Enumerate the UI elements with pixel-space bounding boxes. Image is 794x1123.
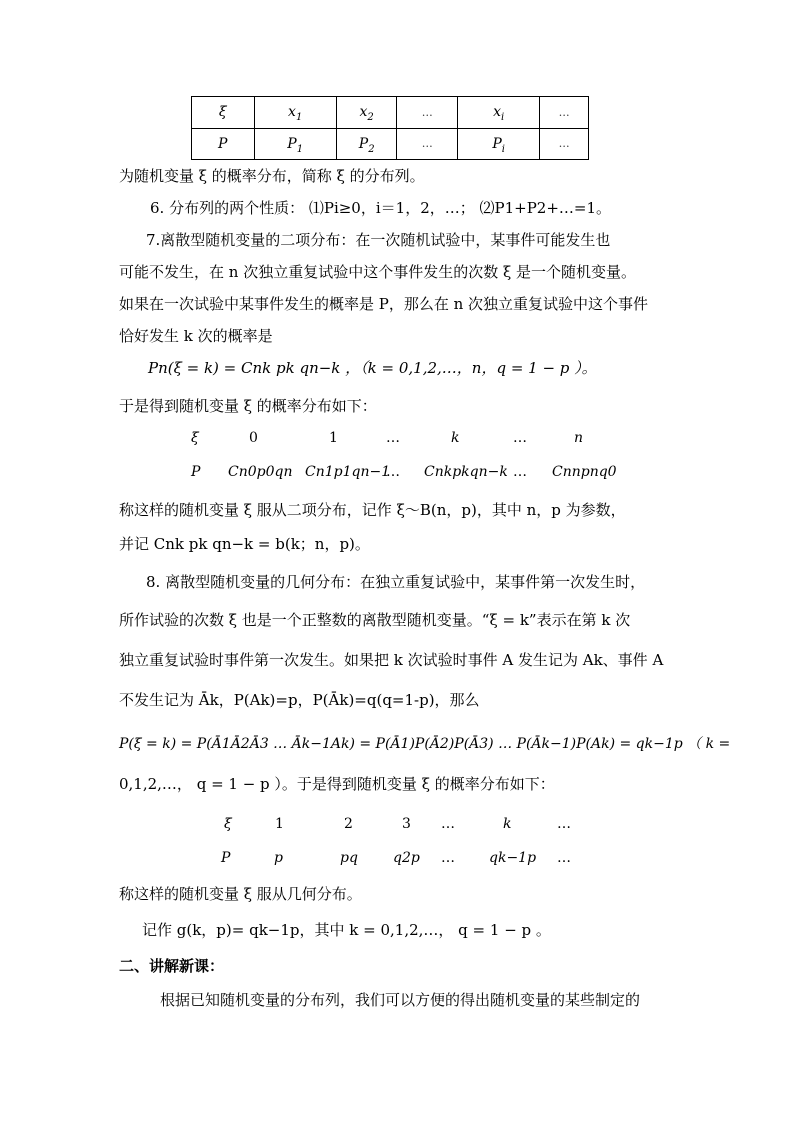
- binom-cell: 0: [249, 430, 258, 446]
- geom-cell: qk−1p: [489, 850, 537, 866]
- binom-cell: n: [574, 430, 584, 446]
- table-row: [192, 97, 589, 129]
- geom-cell: P: [221, 850, 231, 866]
- paragraph-line: 于是得到随机变量 ξ 的概率分布如下：: [119, 397, 377, 415]
- binom-cell: Cn1p1qn−1: [305, 464, 391, 480]
- distribution-table: [191, 96, 589, 160]
- geom-cell: ξ: [224, 816, 232, 832]
- geom-cell: q2p: [393, 850, 420, 866]
- geom-cell: k: [503, 816, 512, 832]
- geom-cell: pq: [340, 850, 358, 866]
- paragraph-line: 并记 Cnk pk qn−k = b(k；n，p)。: [119, 535, 370, 553]
- section-heading: 二、讲解新课：: [119, 957, 225, 975]
- paragraph-line: 6. 分布列的两个性质： ⑴Pi≥0，i＝1，2，…； ⑵P1+P2+…=1。: [150, 199, 612, 217]
- paragraph-line: 不发生记为 Āk，P(Ak)=p，P(Āk)=q(q=1-p)，那么: [119, 691, 480, 709]
- table-cell: ξ: [192, 97, 255, 129]
- binom-cell: ξ: [191, 430, 199, 446]
- binom-cell: 1: [329, 430, 338, 446]
- binom-cell: …: [513, 464, 527, 480]
- geom-cell: 3: [402, 816, 411, 832]
- paragraph-line: 可能不发生，在 n 次独立重复试验中这个事件发生的次数 ξ 是一个随机变量。: [119, 263, 636, 281]
- geom-cell: 2: [344, 816, 353, 832]
- table-cell: $x_1$: [254, 97, 336, 129]
- binom-cell: Cn0p0qn: [228, 464, 293, 480]
- table-cell: …: [397, 128, 458, 160]
- table-cell: $x_i$: [457, 97, 539, 129]
- table-row: [192, 128, 589, 160]
- table-cell: $P_2$: [336, 128, 397, 160]
- geom-cell: …: [557, 816, 571, 832]
- paragraph-line: 称这样的随机变量 ξ 服从二项分布，记作 ξ～B(n，p)，其中 n，p 为参数，: [119, 501, 626, 519]
- table-cell: …: [397, 97, 458, 129]
- paragraph-line: 记作 g(k，p)= qk−1p，其中 k = 0,1,2,…， q = 1 − p 。: [142, 921, 551, 939]
- formula-geometric: P(ξ = k) = P(Ā1Ā2Ā3 … Āk−1Ak) = P(Ā1)P(Ā2)P(Ā3) … P(Āk−1)P(Ak) = qk−1p （ k =: [119, 736, 731, 752]
- binom-cell: …: [386, 464, 400, 480]
- geom-cell: …: [557, 850, 571, 866]
- binom-cell: Cnnpnq0: [552, 464, 617, 480]
- table-cell: $P_1$: [254, 128, 336, 160]
- geom-cell: p: [274, 850, 283, 866]
- binom-cell: …: [513, 430, 527, 446]
- paragraph-line: 8. 离散型随机变量的几何分布：在独立重复试验中，某事件第一次发生时，: [146, 573, 646, 591]
- paragraph-line: 7.离散型随机变量的二项分布：在一次随机试验中，某事件可能发生也: [146, 231, 611, 249]
- geom-cell: …: [441, 850, 455, 866]
- paragraph-line: 0,1,2,…， q = 1 − p ）。于是得到随机变量 ξ 的概率分布如下：: [119, 775, 555, 793]
- geom-cell: 1: [275, 816, 284, 832]
- table-cell: P: [192, 128, 255, 160]
- paragraph-line: 恰好发生 k 次的概率是: [119, 327, 273, 345]
- binom-cell: Cnkpkqn−k: [424, 464, 508, 480]
- formula-binomial: Pn(ξ = k) = Cnk pk qn−k ，（k = 0,1,2,…，n，q = 1 − p ）。: [148, 359, 597, 377]
- table-cell: $x_2$: [336, 97, 397, 129]
- paragraph-line: 独立重复试验时事件第一次发生。如果把 k 次试验时事件 A 发生记为 Ak、事件 A: [119, 651, 664, 669]
- table-cell: $P_i$: [457, 128, 539, 160]
- paragraph-line: 为随机变量 ξ 的概率分布，简称 ξ 的分布列。: [119, 167, 425, 185]
- table-cell: …: [540, 97, 589, 129]
- paragraph-line: 根据已知随机变量的分布列，我们可以方便的得出随机变量的某些制定的: [160, 991, 641, 1009]
- paragraph-line: 如果在一次试验中某事件发生的概率是 P，那么在 n 次独立重复试验中这个事件: [119, 295, 649, 313]
- geom-cell: …: [441, 816, 455, 832]
- table-cell: …: [540, 128, 589, 160]
- binom-cell: k: [451, 430, 460, 446]
- binom-cell: P: [191, 464, 201, 480]
- paragraph-line: 称这样的随机变量 ξ 服从几何分布。: [119, 885, 362, 903]
- paragraph-line: 所作试验的次数 ξ 也是一个正整数的离散型随机变量。“ξ = k”表示在第 k 次: [119, 611, 631, 629]
- binom-cell: …: [386, 430, 400, 446]
